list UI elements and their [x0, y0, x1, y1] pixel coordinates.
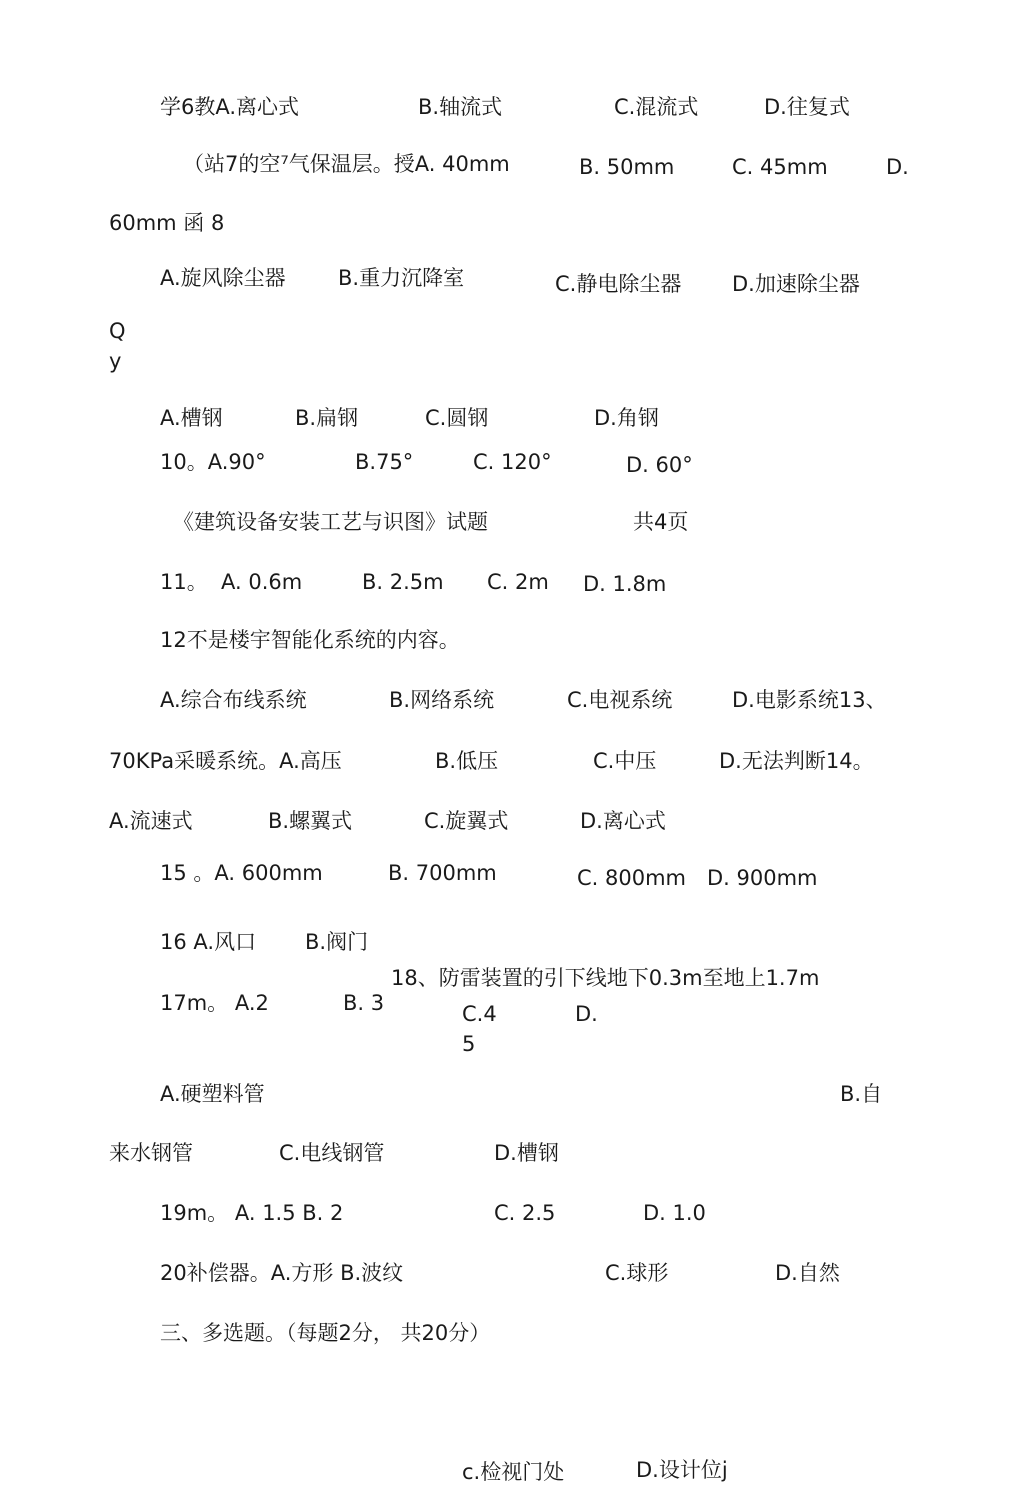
exam-title: 《建筑设备安装工艺与识图》试题 [173, 510, 488, 534]
q12-option-a: A.综合布线系统 [160, 688, 307, 712]
q16-option-b: B.阀门 [305, 930, 369, 954]
q18-stem: 18、防雷装置的引下线地下0.3m至地上1.7m [391, 966, 820, 990]
q20-option-d: D.自然 [775, 1261, 840, 1285]
q18-option-b-start: B.自 [840, 1082, 883, 1106]
q8-option-c: C.静电除尘器 [555, 272, 682, 296]
q7-stem: （站7的空⁷气保温层。授A. 40mm [183, 152, 510, 176]
q7-option-d: D. [886, 155, 909, 179]
q17-option-d: D. [575, 1002, 598, 1026]
q11-option-b: B. 2.5m [362, 570, 444, 594]
q9-option-a: A.槽钢 [160, 406, 223, 430]
q6-option-c: C.混流式 [614, 95, 699, 119]
q19-option-d: D. 1.0 [643, 1201, 706, 1225]
q15-option-c: C. 800mm [577, 866, 687, 890]
q10-option-c: C. 120° [473, 450, 552, 474]
q18-option-c: C.电线钢管 [279, 1141, 385, 1165]
q13-stem: 70KPa采暖系统。A.高压 [109, 749, 342, 773]
q20-stem: 20补偿器。A.方形 B.波纹 [160, 1261, 404, 1285]
q12-option-c: C.电视系统 [567, 688, 673, 712]
bottom-option-c: c.检视门处 [462, 1460, 565, 1484]
q14-option-a: A.流速式 [109, 809, 193, 833]
page-count: 共4页 [633, 510, 689, 534]
q14-option-b: B.螺翼式 [268, 809, 353, 833]
q10-option-a: 10。A.90° [160, 450, 266, 474]
q17-option-c: C.4 [462, 1002, 497, 1026]
q13-option-d: D.无法判断14。 [719, 749, 874, 773]
q19-option-c: C. 2.5 [494, 1201, 556, 1225]
q18-option-a: A.硬塑料管 [160, 1082, 265, 1106]
bottom-option-d: D.设计位j [636, 1458, 728, 1482]
q8-option-b: B.重力沉降室 [338, 266, 465, 290]
q9-mark-top: Q [109, 319, 126, 343]
section-multi-choice-heading: 三、多选题。（每题2分， 共20分） [160, 1321, 491, 1345]
q14-option-d: D.离心式 [580, 809, 666, 833]
q13-option-c: C.中压 [593, 749, 657, 773]
q16-option-a: 16 A.风口 [160, 930, 257, 954]
q11-number: 11。 [160, 570, 208, 594]
q12-option-b: B.网络系统 [389, 688, 495, 712]
q11-option-c: C. 2m [487, 570, 549, 594]
q15-option-d: D. 900mm [707, 866, 818, 890]
q9-option-c: C.圆钢 [425, 406, 489, 430]
q12-option-d: D.电影系统13、 [732, 688, 887, 712]
q20-option-c: C.球形 [605, 1261, 669, 1285]
q9-option-b: B.扁钢 [295, 406, 359, 430]
q9-mark-bottom: y [109, 349, 122, 373]
q15-option-b: B. 700mm [388, 861, 497, 885]
q15-option-a: 15 。A. 600mm [160, 861, 323, 885]
q13-option-b: B.低压 [435, 749, 499, 773]
q7-option-b: B. 50mm [579, 155, 675, 179]
q19-option-ab: 19m。 A. 1.5 B. 2 [160, 1201, 344, 1225]
q8-option-d: D.加速除尘器 [732, 272, 860, 296]
q17-option-b: B. 3 [343, 991, 385, 1015]
q8-option-a: A.旋风除尘器 [160, 266, 286, 290]
q7-option-c: C. 45mm [732, 155, 828, 179]
q6-option-b: B.轴流式 [418, 95, 503, 119]
q6-stem: 学6教A.离心式 [160, 95, 300, 119]
q9-option-d: D.角钢 [594, 406, 659, 430]
q17-option-a: 17m。 A.2 [160, 991, 269, 1015]
q12-stem: 12不是楼宇智能化系统的内容。 [160, 628, 460, 652]
q14-option-c: C.旋翼式 [424, 809, 509, 833]
q11-option-d: D. 1.8m [583, 572, 667, 596]
q10-option-d: D. 60° [626, 453, 693, 477]
q10-option-b: B.75° [355, 450, 414, 474]
q18-option-d: D.槽钢 [494, 1141, 559, 1165]
q11-option-a: A. 0.6m [221, 570, 303, 594]
q7-continuation: 60mm 函 8 [109, 211, 225, 235]
q6-option-d: D.往复式 [764, 95, 850, 119]
q18-option-b-end: 来水钢管 [109, 1141, 193, 1165]
q17-option-e: 5 [462, 1032, 476, 1056]
